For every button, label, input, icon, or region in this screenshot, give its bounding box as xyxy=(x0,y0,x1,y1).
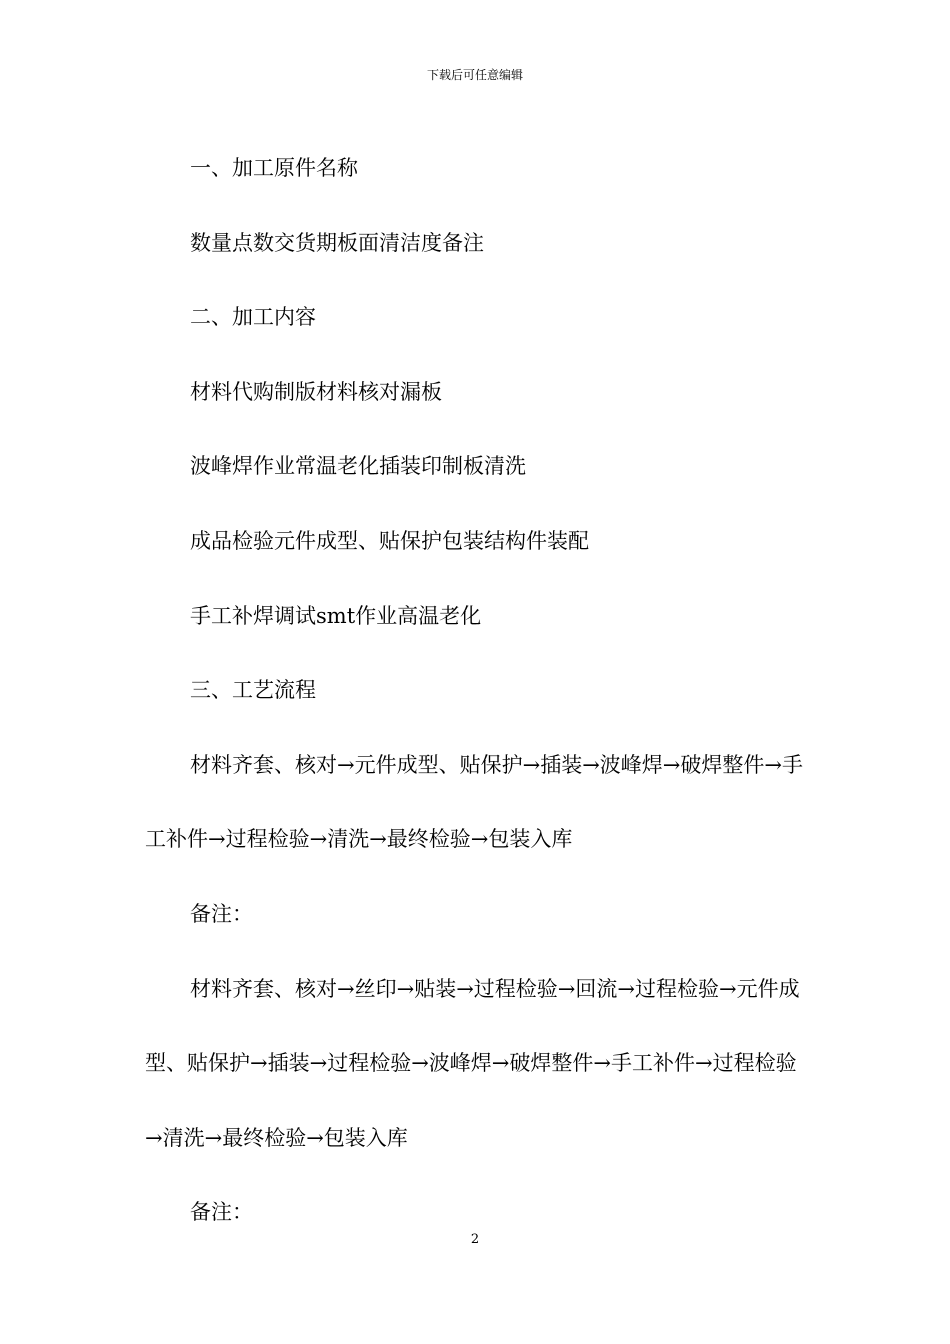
section-heading-3: 三、工艺流程 xyxy=(190,678,316,703)
process-flow-paragraph: 材料齐套、核对→元件成型、贴保护→插装→波峰焊→破焊整件→手工补件→过程检验→清洗→最终检验→包装入库 xyxy=(145,752,803,852)
paragraph: 波峰焊作业常温老化插装印制板清洗 xyxy=(190,454,526,479)
paragraph: 成品检验元件成型、贴保护包装结构件装配 xyxy=(190,528,589,553)
page-header: 下载后可任意编辑 xyxy=(426,68,523,82)
process-flow-paragraph: 材料齐套、核对→丝印→贴装→过程检验→回流→过程检验→元件成型、贴保护→插装→过程检验→波峰焊→破焊整件→手工补件→过程检验→清洗→最终检验→包装入库 xyxy=(145,976,800,1150)
document-body xyxy=(145,131,809,1250)
paragraph: 数量点数交货期板面清洁度备注 xyxy=(190,230,484,255)
note-label: 备注： xyxy=(190,1200,253,1225)
paragraph: 手工补焊调试smt作业高温老化 xyxy=(190,603,482,628)
paragraph: 材料代购制版材料核对漏板 xyxy=(190,379,442,404)
page-number: 2 xyxy=(470,1232,480,1247)
note-label: 备注： xyxy=(190,901,253,926)
section-heading-1: 一、加工原件名称 xyxy=(190,156,358,180)
section-heading-2: 二、加工内容 xyxy=(190,305,316,330)
